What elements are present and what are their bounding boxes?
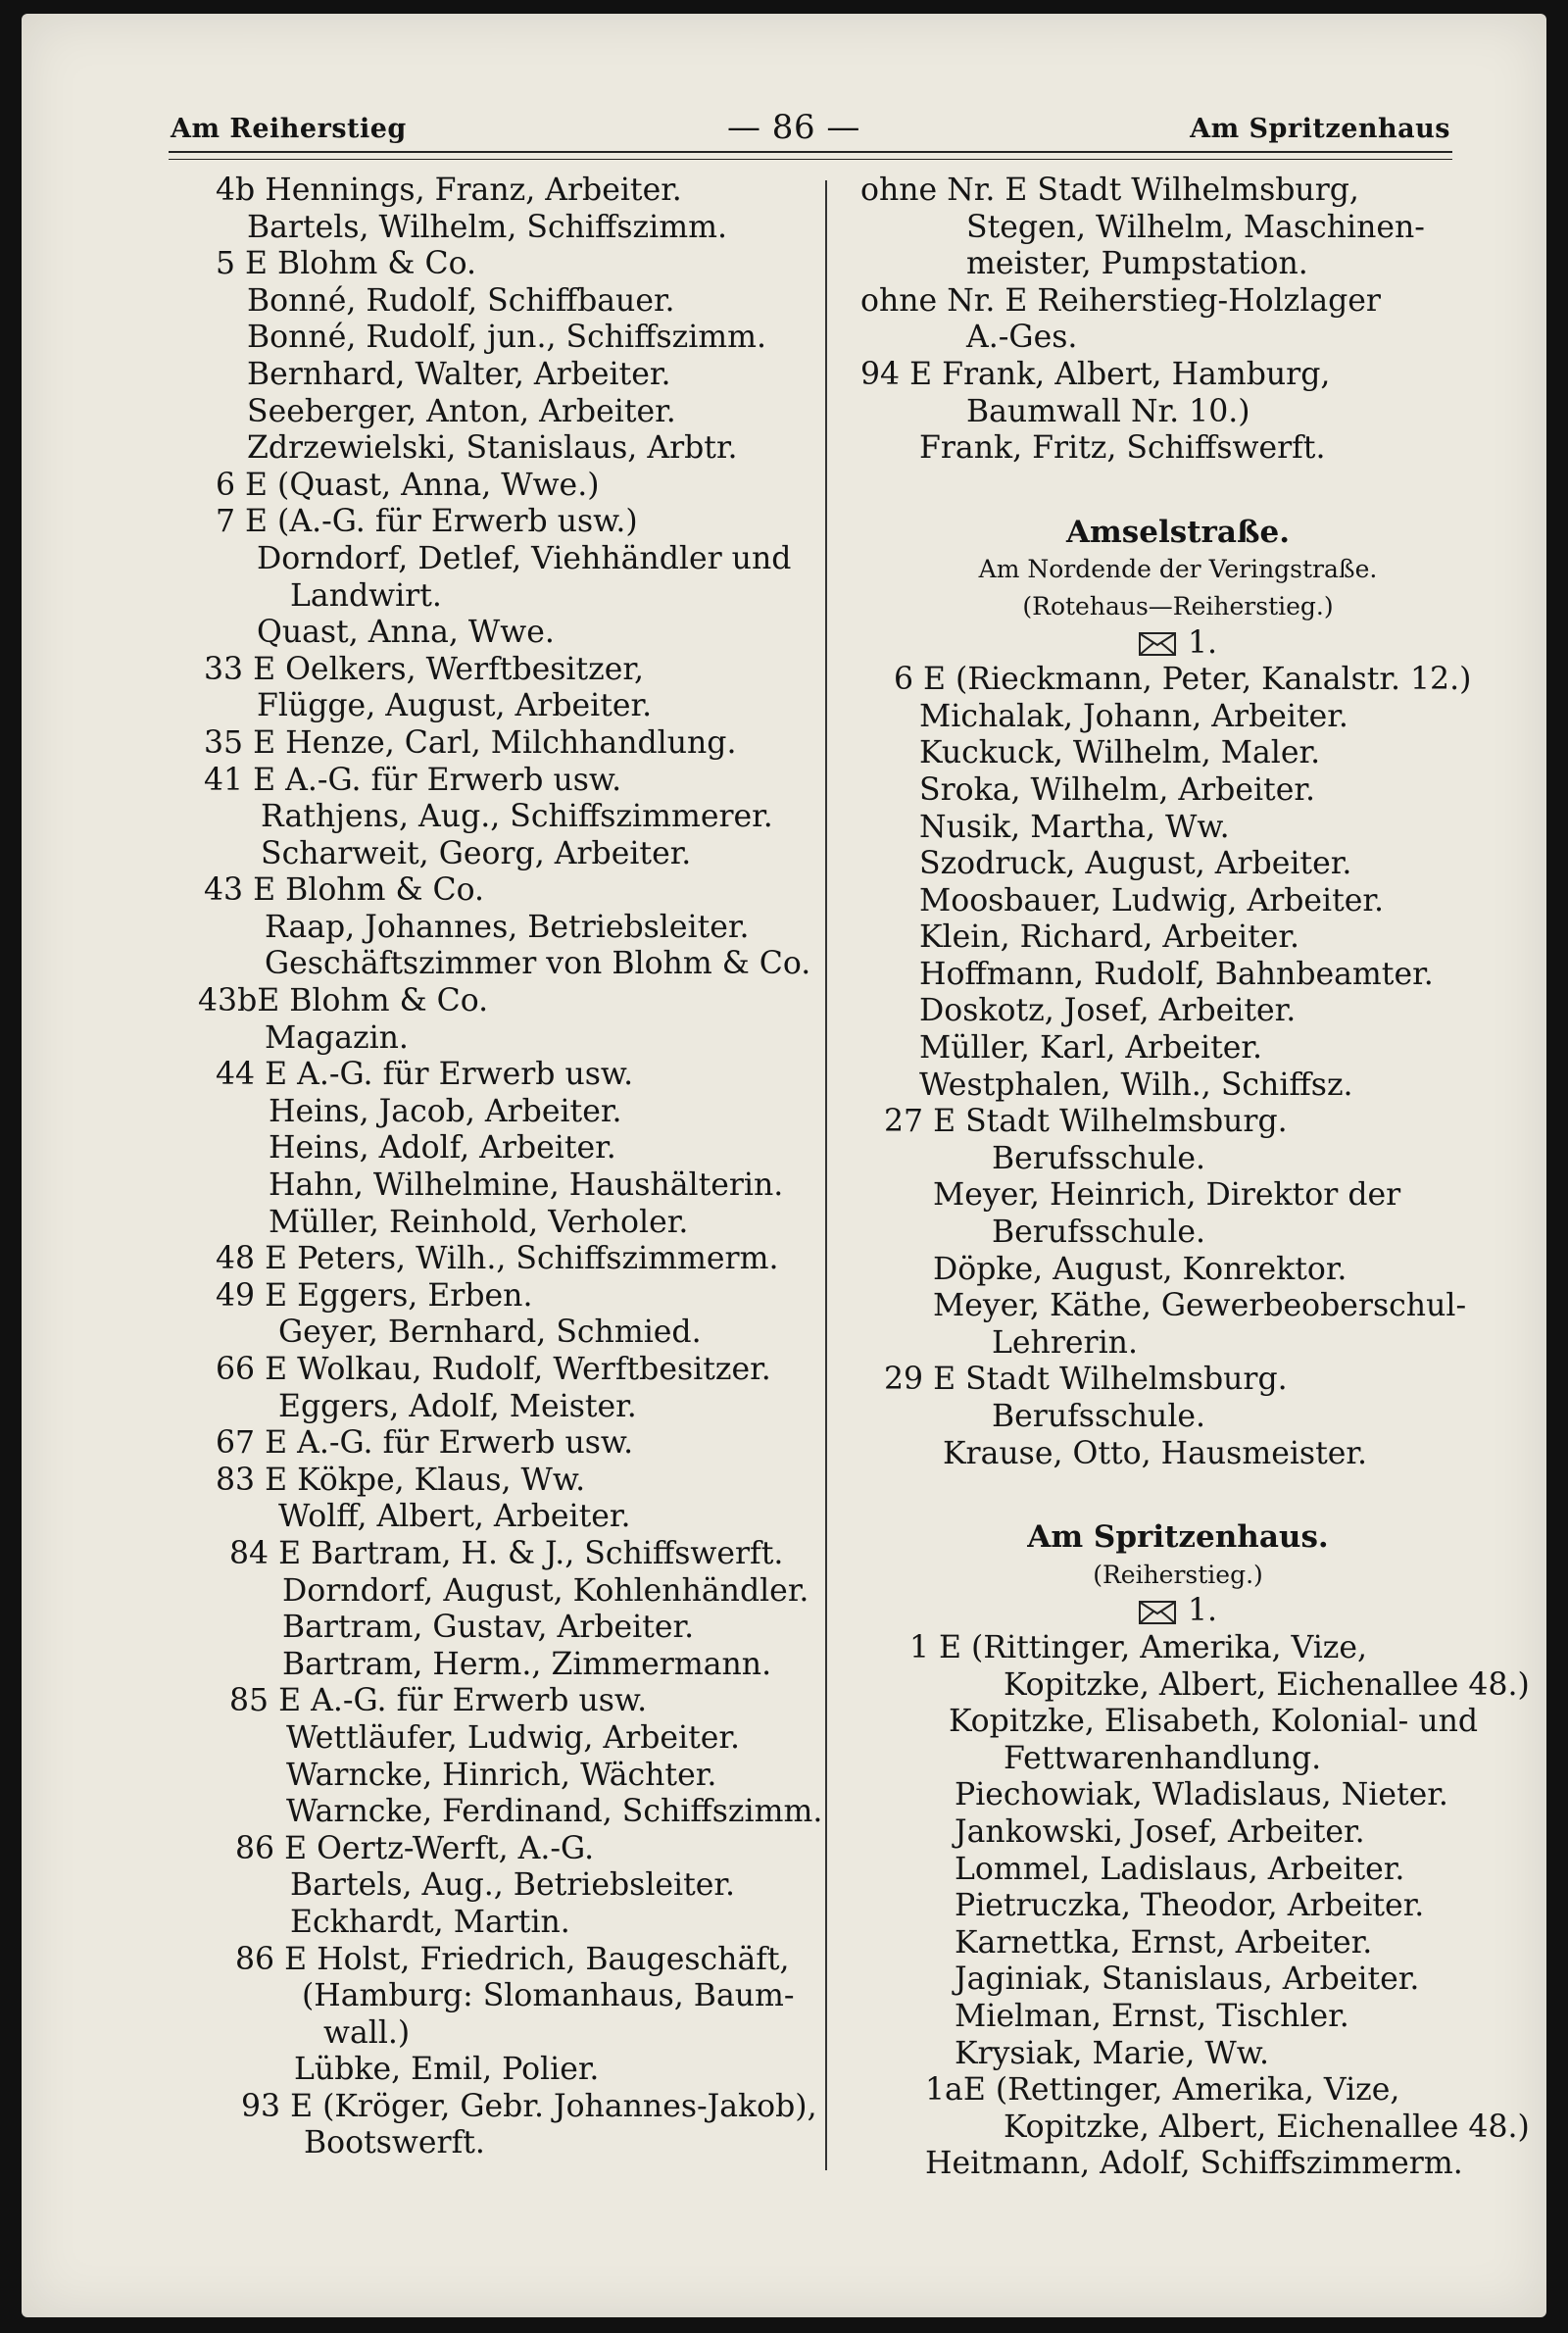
directory-entry: Bartram, Gustav, Arbeiter. [282,1610,695,1646]
left-column [196,173,822,2162]
directory-entry: Jaginiak, Stanislaus, Arbeiter. [955,1961,1420,1998]
directory-entry: Lübke, Emil, Polier. [294,2052,600,2088]
directory-entry: Raap, Johannes, Betriebsleiter. [265,909,750,945]
directory-entry: Stegen, Wilhelm, Maschinen- [966,209,1425,245]
column-divider [825,180,827,2170]
directory-entry: Fettwarenhandlung. [1004,1740,1322,1776]
am-spritzenhaus-entries [835,1630,1530,2183]
directory-entry: Dorndorf, August, Kohlenhändler. [282,1572,809,1609]
directory-entry: 44 E A.-G. für Erwerb usw. [216,1057,634,1093]
directory-entry: Wettläufer, Ludwig, Arbeiter. [286,1719,741,1756]
directory-page [22,14,1546,2317]
directory-entry: Döpke, August, Konrektor. [933,1251,1348,1287]
directory-entry: 85 E A.-G. für Erwerb usw. [229,1683,648,1719]
directory-entry: Warncke, Ferdinand, Schiffszimm. [286,1794,823,1830]
directory-entry: 6 E (Rieckmann, Peter, Kanalstr. 12.) [894,662,1472,698]
directory-entry: meister, Pumpstation. [966,246,1308,282]
directory-entry: 86 E Oertz-Werft, A.-G. [235,1830,595,1866]
directory-entry: Quast, Anna, Wwe. [257,615,555,651]
postal-number: 1. [1187,624,1218,661]
directory-entry: 84 E Bartram, H. & J., Schiffswerft. [229,1535,784,1571]
directory-entry: Heins, Jacob, Arbeiter. [269,1093,622,1129]
directory-entry: Seeberger, Anton, Arbeiter. [247,393,676,429]
directory-entry: 6 E (Quast, Anna, Wwe.) [216,467,600,503]
directory-entry: 49 E Eggers, Erben. [216,1277,533,1314]
directory-entry: Eggers, Adolf, Meister. [278,1388,637,1424]
directory-entry: 86 E Holst, Friedrich, Baugeschäft, [235,1941,790,1977]
directory-entry: Bartram, Herm., Zimmermann. [282,1646,772,1682]
right-column-top-entries [835,173,1530,468]
directory-entry: Müller, Karl, Arbeiter. [919,1030,1263,1067]
postal-number: 1. [1187,1593,1218,1629]
directory-entry: Bartels, Aug., Betriebsleiter. [290,1867,736,1904]
directory-entry: Scharweit, Georg, Arbeiter. [261,835,692,871]
directory-entry: Frank, Fritz, Schiffswerft. [919,430,1326,467]
directory-entry: Geyer, Bernhard, Schmied. [278,1315,702,1351]
directory-entry: Kuckuck, Wilhelm, Maler. [919,735,1321,771]
postal-district [835,1593,1521,1630]
directory-entry: Baumwall Nr. 10.) [966,393,1250,429]
directory-entry: Hahn, Wilhelmine, Haushälterin. [269,1167,784,1204]
directory-entry: 7 E (A.-G. für Erwerb usw.) [216,504,638,540]
directory-entry: 29 E Stadt Wilhelmsburg. [884,1362,1288,1398]
street-district: (Reiherstieg.) [1093,1560,1263,1589]
directory-entry: 67 E A.-G. für Erwerb usw. [216,1425,634,1462]
directory-entry: Bartels, Wilhelm, Schiffszimm. [247,209,727,245]
directory-entry: Szodruck, August, Arbeiter. [919,846,1352,882]
directory-entry: 1aE (Rettinger, Amerika, Vize, [925,2072,1400,2109]
directory-entry: Hoffmann, Rudolf, Bahnbeamter. [919,956,1434,992]
directory-entry: (Hamburg: Slomanhaus, Baum- [302,1978,795,2014]
directory-entry: Müller, Reinhold, Verholer. [269,1204,689,1240]
directory-entry: 35 E Henze, Carl, Milchhandlung. [204,724,737,761]
directory-entry: Michalak, Johann, Arbeiter. [919,698,1348,734]
directory-entry: Heins, Adolf, Arbeiter. [269,1130,616,1166]
directory-entry: Krause, Otto, Hausmeister. [943,1435,1367,1471]
directory-entry: Magazin. [265,1019,409,1056]
directory-entry: Warncke, Hinrich, Wächter. [286,1757,717,1793]
directory-entry: Geschäftszimmer von Blohm & Co. [265,946,811,982]
directory-entry: wall.) [323,2014,411,2051]
directory-entry: Wolff, Albert, Arbeiter. [278,1499,631,1535]
directory-entry: Sroka, Wilhelm, Arbeiter. [919,771,1315,808]
directory-entry: Klein, Richard, Arbeiter. [919,919,1299,956]
directory-entry: Dorndorf, Detlef, Viehhändler und [257,540,792,576]
amselstrasse-entries [835,662,1530,1472]
directory-entry: Rathjens, Aug., Schiffszimmerer. [261,799,773,835]
directory-entry: Lehrerin. [992,1324,1138,1361]
directory-entry: Kopitzke, Albert, Eichenallee 48.) [1004,1666,1530,1703]
directory-entry: Piechowiak, Wladislaus, Nieter. [955,1777,1448,1813]
directory-entry: ohne Nr. E Reiherstieg-Holzlager [860,282,1381,319]
directory-entry: 1 E (Rittinger, Amerika, Vize, [909,1629,1368,1665]
street-district: (Rotehaus—Reiherstieg.) [1022,591,1334,620]
directory-entry: Heitmann, Adolf, Schiffszimmerm. [925,2146,1463,2182]
directory-entry: 48 E Peters, Wilh., Schiffszimmerm. [216,1241,779,1277]
directory-entry: ohne Nr. E Stadt Wilhelmsburg, [860,173,1359,208]
postal-district [835,625,1521,663]
directory-entry: 43 E Blohm & Co. [204,872,485,909]
directory-entry: Pietruczka, Theodor, Arbeiter. [955,1888,1425,1924]
header-rule-thin [169,159,1452,160]
directory-entry: Zdrzewielski, Stanislaus, Arbtr. [247,430,738,467]
directory-entry: Berufsschule. [992,1399,1206,1434]
directory-entry: Bootswerft. [304,2125,485,2161]
directory-entry: Lommel, Ladislaus, Arbeiter. [955,1851,1405,1887]
directory-entry: Meyer, Heinrich, Direktor der [933,1177,1401,1214]
directory-entry: 41 E A.-G. für Erwerb usw. [204,762,622,798]
envelope-icon [1139,632,1176,656]
directory-entry: Moosbauer, Ludwig, Arbeiter. [919,882,1385,918]
page-number: — 86 — [727,108,860,147]
directory-entry: 43bE Blohm & Co. [198,983,489,1019]
directory-entry: 93 E (Kröger, Gebr. Johannes-Jakob), [241,2088,817,2124]
directory-entry: 33 E Oelkers, Werftbesitzer, [204,651,644,687]
directory-entry: Jankowski, Josef, Arbeiter. [955,1813,1365,1850]
directory-entry: 27 E Stadt Wilhelmsburg. [884,1104,1288,1140]
directory-entry: 94 E Frank, Albert, Hamburg, [860,356,1331,392]
directory-entry: A.-Ges. [966,320,1078,356]
street-location: Am Nordende der Veringstraße. [978,555,1378,584]
running-head-left: Am Reiherstieg [171,114,407,144]
directory-entry: 5 E Blohm & Co. [216,246,476,282]
running-head-right: Am Spritzenhaus [1190,114,1450,144]
envelope-icon [1139,1601,1176,1624]
directory-entry: Krysiak, Marie, Ww. [955,2035,1269,2071]
directory-entry: Kopitzke, Albert, Eichenallee 48.) [1004,2109,1530,2145]
directory-entry: Doskotz, Josef, Arbeiter. [919,993,1297,1029]
directory-entry: Kopitzke, Elisabeth, Kolonial- und [949,1704,1479,1740]
directory-entry: Bonné, Rudolf, jun., Schiffszimm. [247,320,767,356]
directory-entry: Meyer, Käthe, Gewerbeoberschul- [933,1288,1467,1324]
directory-entry: 4b Hennings, Franz, Arbeiter. [216,173,682,208]
header-rule [169,151,1452,153]
directory-entry: Karnettka, Ernst, Arbeiter. [955,1924,1373,1961]
directory-entry: Westphalen, Wilh., Schiffsz. [919,1067,1353,1103]
directory-entry: Eckhardt, Martin. [290,1904,570,1940]
right-column [835,173,1530,2183]
directory-entry: Flügge, August, Arbeiter. [257,688,653,724]
directory-entry: 66 E Wolkau, Rudolf, Werftbesitzer. [216,1352,771,1387]
directory-entry: Berufsschule. [992,1215,1206,1251]
directory-entry: Nusik, Martha, Ww. [919,809,1230,845]
directory-entry: Bernhard, Walter, Arbeiter. [247,356,671,392]
directory-entry: Bonné, Rudolf, Schiffbauer. [247,282,675,319]
directory-entry: Landwirt. [290,577,442,614]
street-heading-amselstrasse: Amselstraße. [1065,514,1291,550]
directory-entry: Berufsschule. [992,1140,1206,1176]
directory-entry: 83 E Kökpe, Klaus, Ww. [216,1462,586,1498]
directory-entry: Mielman, Ernst, Tischler. [955,1998,1349,2034]
street-heading-am-spritzenhaus: Am Spritzenhaus. [1027,1519,1329,1556]
